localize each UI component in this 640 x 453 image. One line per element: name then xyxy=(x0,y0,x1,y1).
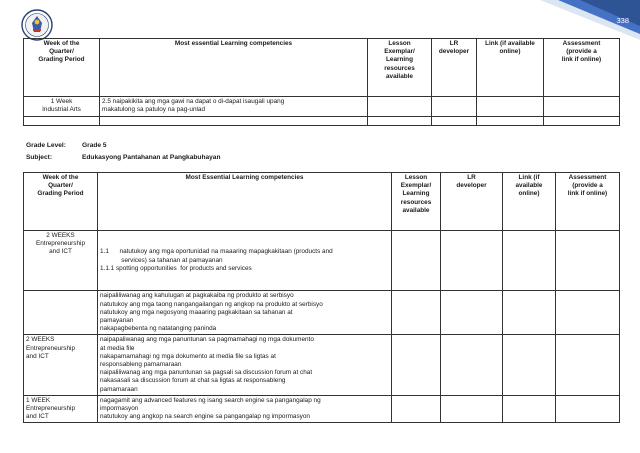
competency-cell: naipapaliwanag ang mga panuntunan sa pagmamahagi ng mga dokumento at media file nakapamamahagi ng mga dokumento at media file sa ligtas at responsableng pamamaraan naipaliliwanag ang mga panuntunan sa pagsali sa discussion forum at chat nakasasali sa discussion forum at chat sa ligtas at responsableng pamamaraan xyxy=(98,335,392,395)
competency-cell: naipaliliwanag ang kahulugan at pagkakaiba ng produkto at serbisyo natutukoy ang mga taong nangangailangan ng angkop na produkto at serbisyo natutukoy ang mga negosyong maaaring pagkakitaan sa tahanan at pamayanan nakapagbebenta ng natatanging paninda xyxy=(98,291,392,335)
empty-cell xyxy=(368,97,432,117)
subject-label: Subject: xyxy=(26,154,53,161)
week-cell: 1 WEEK Entrepreneurship and ICT xyxy=(24,395,98,423)
header-lesson-exemplar: Lesson Exemplar/ Learning resources available xyxy=(392,173,441,231)
table-row xyxy=(24,117,620,126)
table-row xyxy=(24,231,620,291)
header-competencies: Most essential Learning competencies xyxy=(100,39,368,97)
week-cell xyxy=(24,291,98,335)
header-week: Week of the Quarter/ Grading Period xyxy=(24,39,100,97)
empty-cell xyxy=(544,97,620,117)
empty-cell xyxy=(441,395,503,423)
empty-cell xyxy=(392,395,441,423)
grade-level-line xyxy=(26,142,107,149)
empty-cell xyxy=(392,291,441,335)
table-row xyxy=(24,291,620,335)
page-number: 338 xyxy=(616,16,629,25)
empty-cell xyxy=(392,335,441,395)
empty-cell xyxy=(24,117,100,126)
subject-line xyxy=(26,154,221,161)
header-link: Link (if available online) xyxy=(503,173,556,231)
week-cell: 2 WEEKS Entrepreneurship and ICT xyxy=(24,335,98,395)
competency-table-2 xyxy=(23,172,620,423)
header-link: Link (if available online) xyxy=(477,39,544,97)
table-row xyxy=(24,335,620,395)
table-header-row xyxy=(24,173,620,231)
empty-cell xyxy=(477,97,544,117)
empty-cell xyxy=(441,335,503,395)
header-week: Week of the Quarter/ Grading Period xyxy=(24,173,98,231)
empty-cell xyxy=(503,335,556,395)
empty-cell xyxy=(477,117,544,126)
empty-cell xyxy=(556,335,620,395)
table-header-row xyxy=(24,39,620,97)
empty-cell xyxy=(368,117,432,126)
competency-cell: nagagamit ang advanced features ng isang search engine sa pangangalap ng impormasyon natutukoy ang angkop na search engine sa pangangalap ng impormasyon xyxy=(98,395,392,423)
table-row xyxy=(24,395,620,423)
empty-cell xyxy=(503,395,556,423)
header-assessment: Assessment (provide a link if online) xyxy=(556,173,620,231)
empty-cell xyxy=(392,231,441,291)
empty-cell xyxy=(544,117,620,126)
empty-cell xyxy=(432,97,477,117)
competency-cell: 1.1 natutukoy ang mga oportunidad na maaaring mapagkakitaan (products and services) sa tahanan at pamayanan 1.1.1 spotting opportunities for products and services xyxy=(98,231,392,291)
week-cell: 1 Week Industrial Arts xyxy=(24,97,100,117)
header-lr-developer: LR developer xyxy=(432,39,477,97)
header-competencies: Most Essential Learning competencies xyxy=(98,173,392,231)
empty-cell xyxy=(503,231,556,291)
competency-table-1 xyxy=(23,38,620,126)
empty-cell xyxy=(556,231,620,291)
grade-level-value: Grade 5 xyxy=(82,142,107,149)
competency-cell: 2.5 naipakikita ang mga gawi na dapat o di-dapat isaugali upang makatulong sa patuloy na pag-unlad xyxy=(100,97,368,117)
empty-cell xyxy=(556,395,620,423)
grade-level-label: Grade Level: xyxy=(26,142,66,149)
empty-cell xyxy=(441,291,503,335)
empty-cell xyxy=(432,117,477,126)
table-row xyxy=(24,97,620,117)
deped-seal-logo xyxy=(21,9,53,41)
subject-value: Edukasyong Pantahanan at Pangkabuhayan xyxy=(82,154,221,161)
header-lesson-exemplar: Lesson Exemplar/ Learning resources available xyxy=(368,39,432,97)
empty-cell xyxy=(441,231,503,291)
empty-cell xyxy=(100,117,368,126)
header-lr-developer: LR developer xyxy=(441,173,503,231)
empty-cell xyxy=(503,291,556,335)
header-assessment: Assessment (provide a link if online) xyxy=(544,39,620,97)
week-cell: 2 WEEKS Entrepreneurship and ICT xyxy=(24,231,98,291)
empty-cell xyxy=(556,291,620,335)
